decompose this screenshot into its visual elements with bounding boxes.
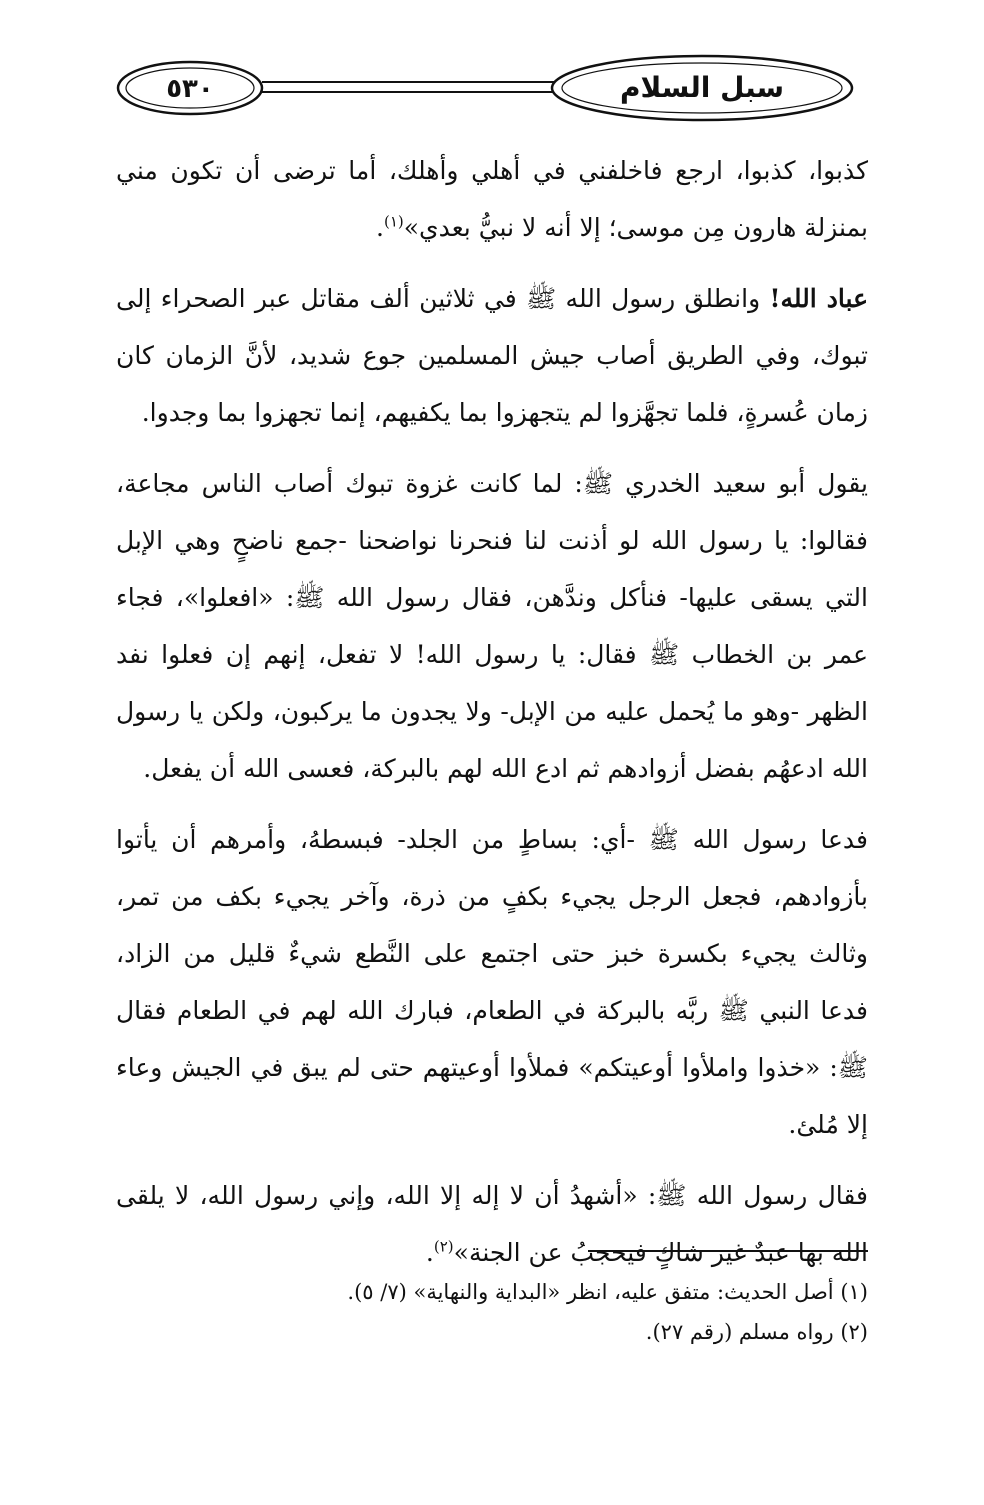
paragraph-text: وانطلق رسول الله ﷺ في ثلاثين ألف مقاتل عبر الصحراء إلى تبوك، وفي الطريق أصاب جيش المسلمين جوع شديد، لأنَّ الزمان كان زمان عُسرةٍ، فلما تجهَّزوا لم يتجهزوا بما يكفيهم، إنما تجهزوا بما وجدوا. <box>116 284 868 427</box>
paragraph-tail: . <box>425 1238 434 1267</box>
footnote-ref: (١) <box>383 212 404 231</box>
paragraph-text: فقال رسول الله ﷺ: «أشهدُ أن لا إله إلا الله، وإني رسول الله، لا يلقى الله بها عبدٌ غير شاكٍ فيحجبُ عن الجنة» <box>116 1181 868 1267</box>
main-text <box>116 142 868 1295</box>
paragraph-3 <box>116 455 868 797</box>
paragraph-5 <box>116 1167 868 1281</box>
paragraph-lead: عباد الله! <box>769 284 868 313</box>
footnote-1: (١) أصل الحديث: متفق عليه، انظر «البداية والنهاية» (٧/ ٥). <box>347 1280 868 1304</box>
paragraph-text: يقول أبو سعيد الخدري ﷺ: لما كانت غزوة تبوك أصاب الناس مجاعة، فقالوا: يا رسول الله لو أذنت لنا فنحرنا نواضحنا -جمع ناضحٍ وهي الإبل التي يسقى عليها- فنأكل وندَّهن، فقال رسول الله ﷺ: «افعلوا»، فجاء عمر بن الخطاب ﷺ فقال: يا رسول الله! لا تفعل، إنهم إن فعلوا نفد الظهر -وهو ما يُحمل عليه من الإبل- ولا يجدون ما يركبون، ولكن يا رسول الله ادعهُم بفضل أزوادهم ثم ادع الله لهم بالبركة، فعسى الله أن يفعل. <box>116 469 868 783</box>
footnote-separator <box>588 1250 868 1252</box>
paragraph-2 <box>116 270 868 441</box>
paragraph-tail: . <box>376 213 384 242</box>
page-number: ٥٣٠ <box>166 74 214 104</box>
page-header <box>108 52 868 124</box>
paragraph-text: فدعا رسول الله ﷺ -أي: بساطٍ من الجلد- فبسطهُ، وأمرهم أن يأتوا بأزوادهم، فجعل الرجل يجيء بكفٍ من ذرة، وآخر يجيء بكف من تمر، وثالث يجيء بكسرة خبز حتى اجتمع على النَّطع شيءٌ قليل من الزاد، فدعا النبي ﷺ ربَّه بالبركة في الطعام، فبارك الله لهم في الطعام فقال ﷺ: «خذوا واملأوا أوعيتكم» فملأوا أوعيتهم حتى لم يبق في الجيش وعاء إلا مُلئ. <box>116 825 868 1139</box>
footnote-ref: (٢) <box>433 1237 454 1256</box>
paragraph-text: كذبوا، كذبوا، ارجع فاخلفني في أهلي وأهلك، أما ترضى أن تكون مني بمنزلة هارون مِن موسى؛ إلا أنه لا نبيُّ بعدي» <box>116 156 868 242</box>
paragraph-4 <box>116 811 868 1153</box>
paragraph-1 <box>116 142 868 256</box>
book-title: سبل السلام <box>619 71 785 104</box>
footnotes <box>116 1272 868 1352</box>
footnote-2: (٢) رواه مسلم (رقم ٢٧). <box>645 1320 868 1344</box>
